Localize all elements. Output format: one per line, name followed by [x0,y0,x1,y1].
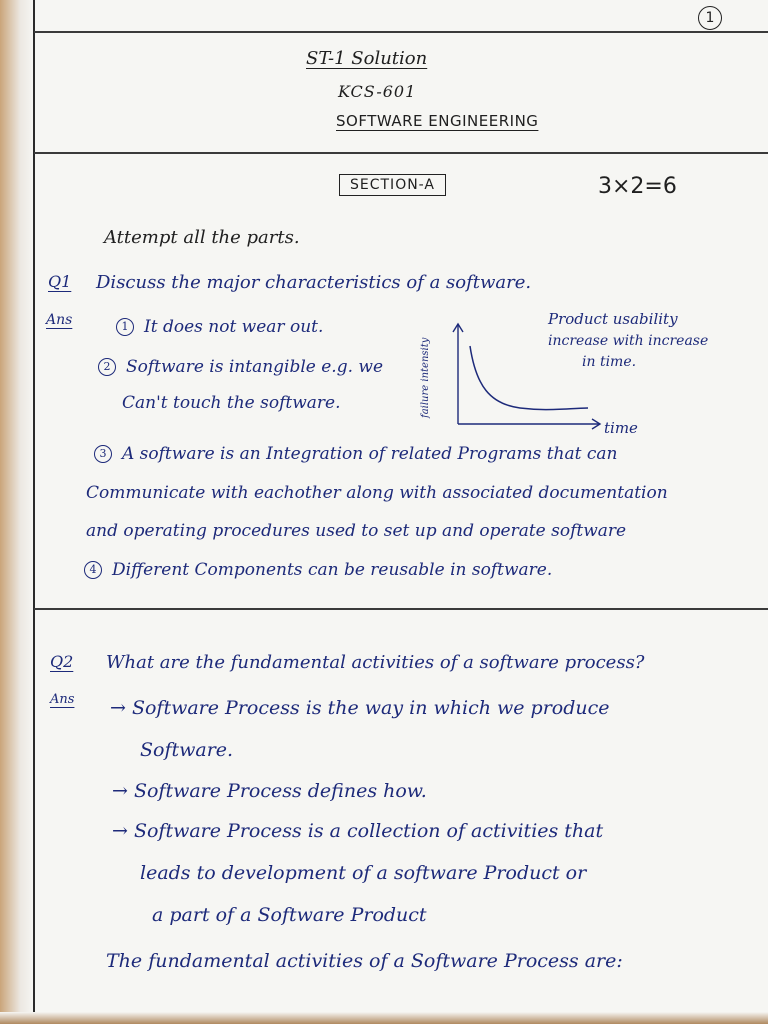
page-edge [0,0,34,1024]
q1-point-3-line-2: Communicate with eachother along with associated documentation [86,483,668,503]
top-rule [34,31,768,33]
page-bottom-edge [0,1012,768,1024]
q2-line-3: → Software Process defines how. [112,780,427,802]
q1-point-4: 4 Different Components can be reusable in software. [84,560,552,580]
q2-line-5: leads to development of a software Product or [140,862,587,884]
q1-point-2-cont: Can't touch the software. [122,393,341,413]
graph-x-label: time [604,419,638,437]
q2-line-1: → Software Process is the way in which we produce [110,697,610,719]
q2-question: What are the fundamental activities of a software process? [106,652,645,673]
q1-question: Discuss the major characteristics of a software. [96,272,532,293]
section-marks: 3×2=6 [598,174,677,199]
graph-note-3: in time. [582,354,637,370]
course-code: KCS-601 [338,82,417,101]
section-divider [34,608,768,610]
header-rule [34,152,768,154]
subject-name: SOFTWARE ENGINEERING [336,112,539,130]
q1-point-3-line-1: 3 A software is an Integration of related Programs that can [94,444,617,464]
failure-curve [470,346,588,410]
q2-line-6: a part of a Software Product [152,904,427,926]
point-number: 2 [98,358,116,376]
margin-line [33,0,35,1024]
q1-number: Q1 [48,272,72,291]
graph-y-label: failure intensity [420,337,431,418]
section-instruction: Attempt all the parts. [104,227,300,248]
q1-point-1: 1 It does not wear out. [116,317,323,337]
q2-line-4: → Software Process is a collection of activities that [112,820,604,842]
point-number: 4 [84,561,102,579]
graph-note-1: Product usability [548,310,678,328]
graph-note-2: increase with increase [548,333,709,349]
point-number: 1 [116,318,134,336]
point-number: 3 [94,445,112,463]
q1-point-2: 2 Software is intangible e.g. we [98,357,383,377]
q2-ans-label: Ans [50,692,75,707]
q1-point-3-line-3: and operating procedures used to set up and operate software [86,521,627,541]
page-number: 1 [698,6,722,30]
q2-line-2: Software. [140,739,234,761]
q1-ans-label: Ans [46,312,73,328]
q2-line-7: The fundamental activities of a Software Process are: [106,950,623,972]
section-label: SECTION-A [339,174,446,196]
q2-number: Q2 [50,652,74,671]
page-title: ST-1 Solution [306,48,428,69]
